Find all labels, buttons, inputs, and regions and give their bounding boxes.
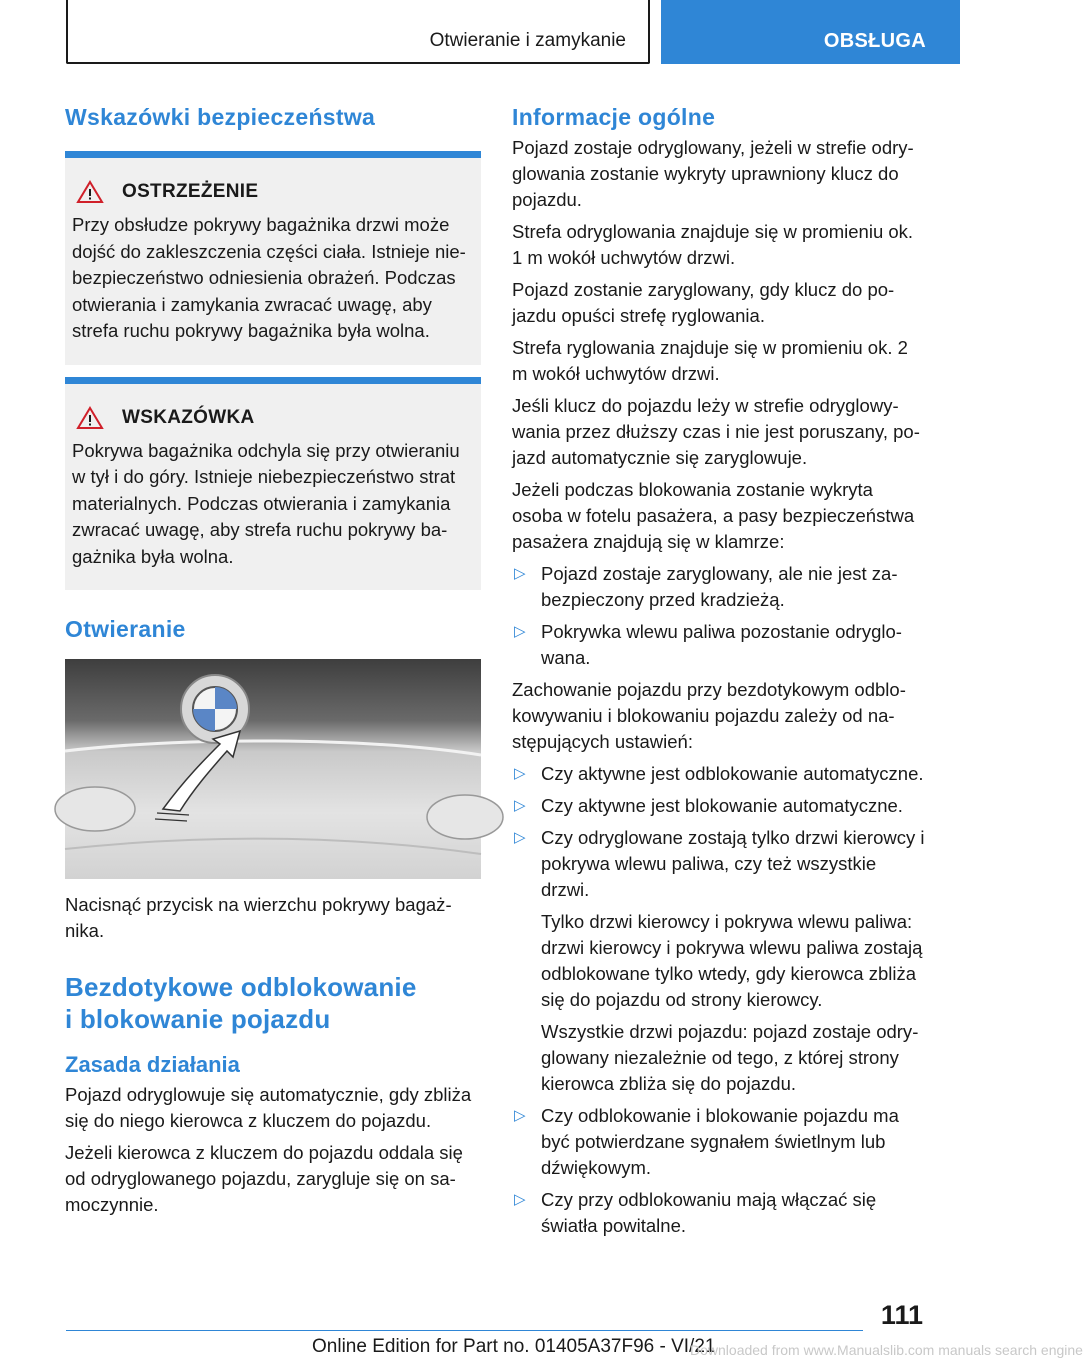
general-paragraph-1: Pojazd zostaje odryglowany, jeżeli w strefie odryglowania zostanie wykryty uprawniony klucz do pojazdu. — [512, 137, 914, 210]
page-number: 111 — [880, 1300, 923, 1330]
settings-bullet-list — [512, 761, 928, 903]
principle-paragraph-2: Jeżeli kierowca z kluczem do pojazdu oddala się od odryglowanego pojazdu, zarygluje się on samoczynnie. — [65, 1142, 463, 1215]
comfort-access-heading-line2: i blokowanie pojazdu — [65, 1004, 331, 1034]
warning-triangle-icon — [76, 180, 104, 204]
triangle-bullet-icon: ▷ — [514, 829, 526, 846]
trunk-lid-image — [65, 659, 481, 879]
list-item: ▷ Czy odblokowanie i blokowanie pojazdu ma być potwierdzane sygnałem świetlnym lub dźwiękowym. — [514, 1105, 899, 1178]
note-head — [76, 406, 471, 430]
footer-divider — [66, 1330, 863, 1331]
list-item: ▷ Pokrywka wlewu paliwa pozostanie odryglowana. — [514, 621, 902, 668]
passenger-bullet-list — [512, 561, 928, 671]
principle-paragraph-1: Pojazd odryglowuje się automatycznie, gdy zbliża się do niego kierowca z kluczem do pojazdu. — [65, 1084, 472, 1131]
right-column — [512, 100, 928, 1239]
safety-heading: Wskazówki bezpieczeństwa — [65, 104, 376, 130]
principle-heading: Zasada działania — [65, 1052, 240, 1077]
warning-text: Przy obsłudze pokrywy bagażnika drzwi może dojść do zakleszczenia części ciała. Istnieje niebezpieczeństwo odniesienia obrażeń. Podczas otwierania i zamykania zwracać uwagę, aby strefa ruchu pokrywy bagażnika była wolna. — [72, 214, 466, 341]
trunk-button-illustration — [65, 659, 481, 879]
general-paragraph-4: Strefa ryglowania znajduje się w promieniu ok. 2 m wokół uchwytów drzwi. — [512, 337, 908, 384]
general-paragraph-3: Pojazd zostanie zaryglowany, gdy klucz do pojazdu opuści strefę ryglowania. — [512, 279, 895, 326]
list-item: ▷ Czy aktywne jest odblokowanie automatyczne. — [512, 761, 928, 787]
general-paragraph-7: Zachowanie pojazdu przy bezdotykowym odblokowywaniu i blokowaniu pojazdu zależy od następujących ustawień: — [512, 679, 906, 752]
opening-heading: Otwieranie — [65, 616, 186, 642]
warning-box — [65, 151, 481, 365]
left-column — [65, 100, 481, 1218]
list-item: ▷ Czy przy odblokowaniu mają włączać się światła powitalne. — [514, 1189, 877, 1236]
warning-triangle-icon — [76, 406, 104, 430]
note-box — [65, 377, 481, 591]
general-paragraph-2: Strefa odryglowania znajduje się w promieniu ok. 1 m wokół uchwytów drzwi. — [512, 221, 914, 268]
triangle-bullet-icon: ▷ — [514, 797, 526, 814]
triangle-bullet-icon: ▷ — [514, 565, 526, 582]
comfort-access-heading-line1: Bezdotykowe odblokowanie — [65, 972, 417, 1002]
note-text: Pokrywa bagażnika odchyla się przy otwieraniu w tył i do góry. Istnieje niebezpieczeństwo strat materialnych. Podczas otwierania i zamykania zwracać uwagę, aby strefa ruchu pokrywy bagażnika była wolna. — [72, 439, 460, 567]
footer-watermark: Downloaded from www.Manualslib.com manuals search engine — [690, 1342, 1083, 1358]
warning-title: OSTRZEŻENIE — [122, 181, 259, 202]
header-section-box — [66, 0, 650, 64]
triangle-bullet-icon: ▷ — [514, 1107, 526, 1124]
footer-edition-text: Online Edition for Part no. 01405A37F96 - VI/21 — [312, 1336, 716, 1357]
general-info-heading: Informacje ogólne — [512, 104, 716, 130]
sub-paragraph-all-doors: Wszystkie drzwi pojazdu: pojazd zostaje odryglowany niezależnie od tego, z której strony kierowca zbliża się do pojazdu. — [541, 1021, 919, 1094]
footer-edition — [312, 1336, 715, 1358]
triangle-bullet-icon: ▷ — [514, 1191, 526, 1208]
list-item: ▷ Pojazd zostaje zaryglowany, ale nie jest zabezpieczony przed kradzieżą. — [514, 563, 898, 610]
header-section-title: Otwieranie i zamykanie — [429, 30, 626, 51]
sub-paragraph-driver-door: Tylko drzwi kierowcy i pokrywa wlewu paliwa: drzwi kierowcy i pokrywa wlewu paliwa zostają odblokowane tylko wtedy, gdy kierowca zbliża się do pojazdu od strony kierowcy. — [541, 911, 923, 1010]
list-item: ▷ Czy aktywne jest blokowanie automatyczne. — [512, 793, 928, 819]
triangle-bullet-icon: ▷ — [514, 623, 526, 640]
general-paragraph-6: Jeżeli podczas blokowania zostanie wykryta osoba w fotelu pasażera, a pasy bezpieczeństwa pasażera znajdują się w klamrze: — [512, 479, 915, 552]
comfort-access-heading — [65, 971, 481, 1035]
chapter-tab-label: OBSŁUGA — [823, 30, 926, 52]
note-title: WSKAZÓWKA — [122, 406, 255, 428]
list-item: ▷ Czy odryglowane zostają tylko drzwi kierowcy i pokrywa wlewu paliwa, czy też wszystkie drzwi. — [514, 827, 925, 900]
confirmation-bullet-list — [512, 1103, 928, 1239]
general-paragraph-5: Jeśli klucz do pojazdu leży w strefie odryglowywania przez dłuższy czas i nie jest poruszany, pojazd automatycznie się zaryglowuje. — [512, 395, 920, 468]
chapter-tab — [661, 0, 960, 64]
warning-head — [76, 180, 471, 204]
opening-caption: Nacisnąć przycisk na wierzchu pokrywy bagażnika. — [65, 894, 452, 941]
triangle-bullet-icon: ▷ — [514, 765, 526, 782]
